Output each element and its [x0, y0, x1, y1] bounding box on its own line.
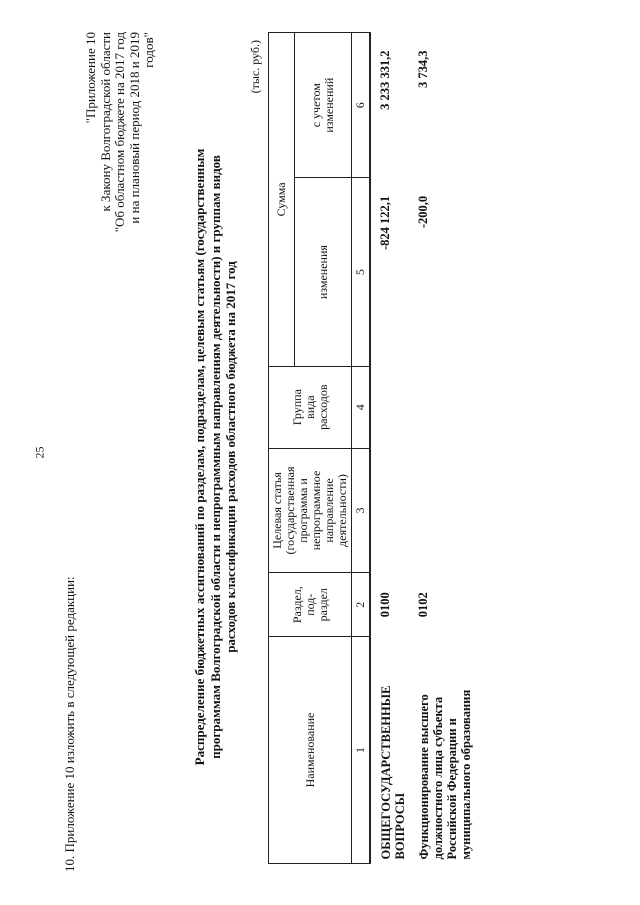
header-line: раздел — [315, 588, 330, 622]
appendix-heading — [84, 32, 157, 472]
header-line: вида — [302, 395, 317, 419]
appendix-line: "Об областном бюджете на 2017 год — [112, 32, 127, 233]
row-section: 0102 — [416, 592, 430, 618]
header-line: с учетом — [309, 83, 323, 128]
row-group — [370, 366, 409, 448]
row-name-line: Российской Федерации и — [445, 718, 459, 860]
table-row — [370, 33, 409, 864]
column-number: 3 — [352, 448, 371, 573]
column-number: 2 — [352, 573, 371, 637]
row-target — [409, 448, 475, 573]
header-change: изменения — [295, 178, 352, 366]
header-row — [269, 33, 295, 864]
row-name — [370, 636, 409, 863]
header-line: программа и — [296, 478, 310, 543]
document-title — [192, 52, 239, 862]
header-line: Группа — [289, 389, 304, 426]
header-line: под- — [302, 593, 317, 616]
units-label: (тыс. руб.) — [248, 40, 262, 94]
intro-text: 10. Приложение 10 изложить в следующей редакции: — [62, 576, 77, 872]
header-expense-group — [269, 366, 352, 448]
header-line: деятельности) — [335, 474, 349, 547]
row-name-line: Функционирование высшего — [417, 694, 431, 860]
rotated-page-content — [56, 32, 496, 872]
title-line: программам Волгоградской области и непрограммным направлениям деятельности) и группам видов — [207, 155, 223, 759]
row-name-line: должностного лица субъекта — [431, 696, 445, 860]
row-section: 0100 — [378, 592, 392, 618]
row-change: -200,0 — [416, 195, 430, 229]
header-line: направление — [322, 478, 336, 543]
header-target-article — [269, 448, 352, 573]
column-number: 5 — [352, 178, 371, 366]
header-with-change — [295, 33, 352, 178]
title-line: Распределение бюджетных ассигнований по разделам, подразделам, целевым статьям (государственным — [192, 148, 207, 766]
budget-table — [268, 32, 475, 864]
row-name — [409, 636, 475, 863]
row-name-line: ОБЩЕГОСУДАРСТВЕННЫЕ — [379, 685, 393, 860]
header-line: Целевая статья — [270, 472, 284, 549]
header-line: изменений — [322, 77, 336, 133]
title-line: расходов классификации расходов областного бюджета на 2017 год — [223, 261, 238, 653]
row-total: 3 734,3 — [416, 50, 430, 88]
row-group — [409, 366, 475, 448]
row-target — [370, 448, 409, 573]
column-number-row — [352, 33, 371, 864]
row-name-line: муниципального образования — [459, 689, 473, 860]
table-row — [409, 33, 475, 864]
appendix-line: "Приложение 10 — [83, 32, 98, 124]
header-section — [269, 573, 352, 637]
row-name-line: ВОПРОСЫ — [393, 792, 407, 860]
row-change: -824 122,1 — [378, 195, 392, 251]
header-line: расходов — [315, 384, 330, 430]
column-number: 1 — [352, 636, 371, 863]
header-line: непрограммное — [309, 470, 323, 551]
header-line: Раздел, — [289, 586, 304, 624]
appendix-line: годов" — [141, 32, 156, 68]
header-name: Наименование — [269, 636, 352, 863]
column-number: 6 — [352, 33, 371, 178]
appendix-line: и на плановый период 2018 и 2019 — [126, 32, 142, 224]
header-line: (государственная — [283, 466, 297, 555]
appendix-line: к Закону Волгоградской области — [97, 32, 113, 212]
column-number: 4 — [352, 366, 371, 448]
header-sum: Сумма — [269, 33, 295, 367]
page-number: 25 — [32, 446, 47, 459]
row-total: 3 233 331,2 — [378, 50, 392, 110]
